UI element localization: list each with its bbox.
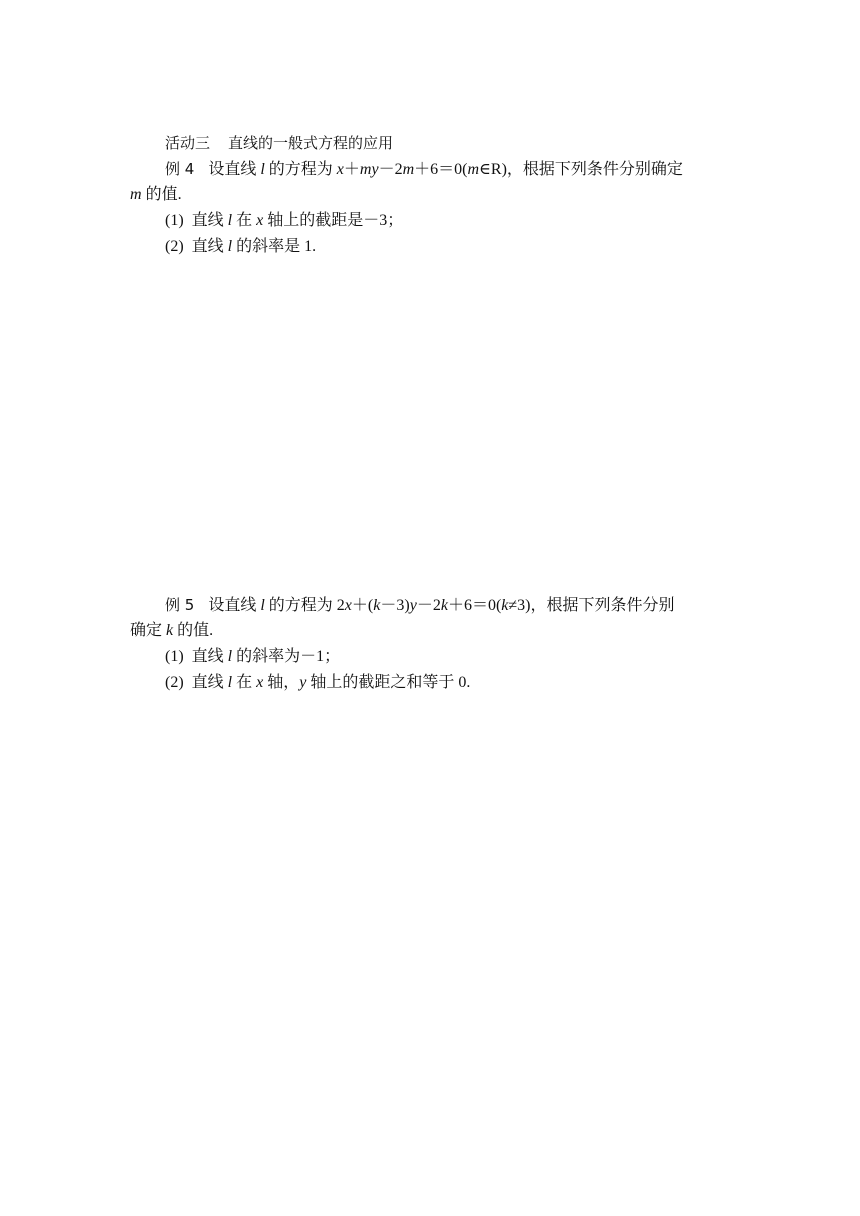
question-number: (2) bbox=[165, 674, 184, 691]
var-l: l bbox=[227, 238, 233, 255]
example-5-stem-line-2 bbox=[130, 618, 730, 644]
var-m: m bbox=[467, 161, 480, 178]
var-y: y bbox=[299, 674, 307, 691]
text: 直线 bbox=[191, 212, 228, 229]
text: 的方程为 2 bbox=[264, 597, 345, 614]
text: 的方程为 bbox=[264, 161, 337, 178]
text: ＋ bbox=[343, 161, 360, 178]
text: 轴上的截距是－3； bbox=[263, 212, 404, 229]
question-number: (1) bbox=[165, 648, 184, 665]
example-4-question-2 bbox=[130, 234, 730, 260]
text: 在 bbox=[232, 674, 257, 691]
var-k: k bbox=[166, 622, 174, 639]
question-number: (2) bbox=[165, 238, 184, 255]
text: ＋6＝0( bbox=[447, 597, 502, 614]
example-5-question-1 bbox=[130, 644, 730, 670]
var-x: x bbox=[256, 674, 264, 691]
example-5-question-2 bbox=[130, 670, 730, 696]
text: ＋( bbox=[351, 597, 374, 614]
example-4-stem-line-1 bbox=[130, 156, 730, 182]
var-l: l bbox=[227, 674, 233, 691]
var-l: l bbox=[227, 648, 233, 665]
var-x: x bbox=[336, 161, 344, 178]
question-number: (1) bbox=[165, 212, 184, 229]
var-l: l bbox=[227, 212, 233, 229]
var-y: y bbox=[409, 597, 417, 614]
text: 轴， bbox=[263, 674, 300, 691]
activity-number: 活动三 bbox=[165, 134, 211, 152]
var-my: my bbox=[359, 161, 379, 178]
text: －3) bbox=[380, 597, 410, 614]
text: 直线 bbox=[191, 648, 228, 665]
example-5-label: 例 5 bbox=[165, 596, 195, 614]
text: 直线 bbox=[191, 238, 228, 255]
text: 设直线 bbox=[208, 597, 261, 614]
var-m: m bbox=[130, 186, 142, 203]
var-x: x bbox=[256, 212, 264, 229]
text: 确定 bbox=[130, 622, 167, 639]
example-4-stem-line-2 bbox=[130, 182, 730, 208]
text: 的值. bbox=[141, 186, 182, 203]
text: 轴上的截距之和等于 0. bbox=[306, 674, 471, 691]
text: 的斜率为－1； bbox=[232, 648, 341, 665]
var-x: x bbox=[344, 597, 352, 614]
text: －2 bbox=[416, 597, 441, 614]
example-5-section bbox=[130, 592, 730, 696]
var-l: l bbox=[260, 597, 265, 614]
activity-title: 直线的一般式方程的应用 bbox=[228, 134, 394, 152]
text: ＋6＝0( bbox=[414, 161, 468, 178]
text: 的值. bbox=[173, 622, 214, 639]
text: ≠3)，根据下列条件分别 bbox=[508, 597, 675, 614]
var-k: k bbox=[373, 597, 381, 614]
example-4-label: 例 4 bbox=[165, 160, 195, 178]
text: 直线 bbox=[191, 674, 228, 691]
text: ∈R)，根据下列条件分别确定 bbox=[479, 161, 683, 178]
var-m: m bbox=[402, 161, 415, 178]
text: 设直线 bbox=[208, 161, 261, 178]
var-k: k bbox=[440, 597, 448, 614]
text: 的斜率是 1. bbox=[232, 238, 317, 255]
var-k: k bbox=[501, 597, 509, 614]
text: －2 bbox=[378, 161, 403, 178]
example-4-section bbox=[130, 130, 730, 260]
example-4-question-1 bbox=[130, 208, 730, 234]
example-5-stem-line-1 bbox=[130, 592, 730, 618]
var-l: l bbox=[260, 161, 265, 178]
activity-heading bbox=[130, 130, 730, 156]
text: 在 bbox=[232, 212, 257, 229]
